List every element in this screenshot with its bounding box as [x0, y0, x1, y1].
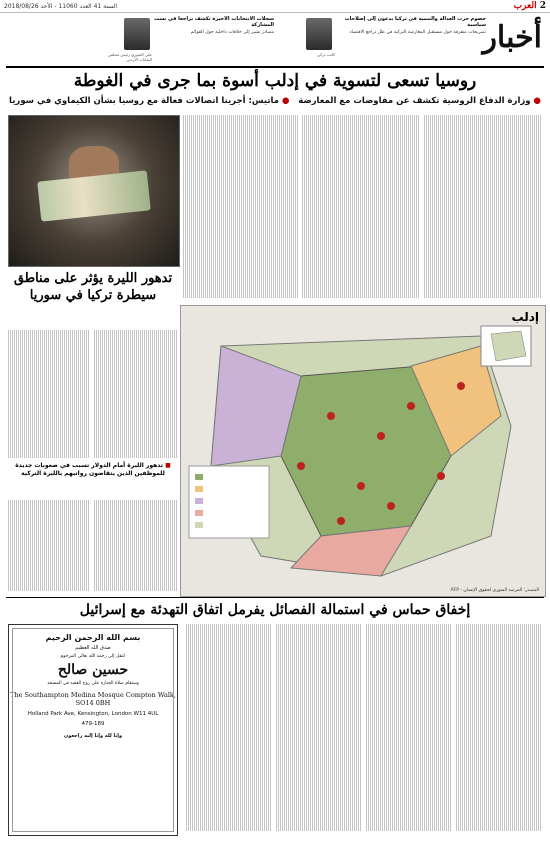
subhead-left: ماتيس: أجرينا اتصالات فعالة مع روسيا بشأن الكيماوي في سوريا: [9, 96, 280, 106]
second-headline[interactable]: إخفاق حماس في استمالة الفصائل يفرمل اتفاق التهدئة مع إسرائيل: [79, 602, 471, 618]
map-title: إدلب: [511, 310, 539, 324]
article-column: [186, 624, 272, 836]
top-bar: [0, 0, 550, 13]
article-column: [302, 115, 420, 300]
article-column: [8, 500, 90, 595]
article-column: [366, 624, 452, 836]
article-column: [424, 115, 542, 300]
author-photo: [124, 18, 150, 50]
currency-photo: [8, 115, 180, 267]
photo-caption: كاتب تركي: [317, 52, 335, 57]
teaser-text: تصريحات متفرقة حول مستقبل المعارضة التركية في ظل تراجع الاقتصاد: [349, 30, 486, 35]
obituary-mosque: The Southampton Medina Mosque Compton Walk, SO14 0BH: [10, 691, 176, 707]
obituary-verse: صدق الله العظيم: [75, 645, 111, 651]
section-divider: [6, 597, 544, 598]
teaser-2[interactable]: [154, 16, 274, 64]
left-story-headline[interactable]: تدهور الليرة يؤثر على مناطق سيطرة تركيا في سوريا: [13, 271, 173, 303]
article-column: [276, 624, 362, 836]
page-number: 2 العرب: [513, 1, 546, 11]
obituary-basmala: بسم الله الرحمن الرحيم: [45, 633, 141, 642]
obituary-text: وستقام صلاة الجنازة على روح الفقيد في المسجد: [47, 681, 139, 686]
photo-caption: علي العثوري رئيس مجلس النقابات الأردني: [108, 52, 152, 62]
article-column: [94, 500, 178, 595]
header-rule: [6, 66, 544, 68]
article-column: [456, 624, 542, 836]
article-column: [8, 330, 90, 460]
teaser-text: مصادر تشير إلى خلافات داخلية حول القوائم: [190, 30, 274, 35]
subhead-right: وزارة الدفاع الروسية تكشف عن مفاوضات مع المعارضة: [298, 96, 531, 106]
teaser-title[interactable]: سجلات الانتخابات الأخيرة تكشف تراجعاً في نسب المشاركة: [154, 16, 274, 28]
idlib-map: [180, 305, 546, 597]
obituary-name: حسين صالح: [57, 662, 129, 678]
obituary-closing: وإنا لله وإنا إليه راجعون: [63, 733, 123, 739]
author-photo: [306, 18, 332, 50]
section-title: أخبار: [482, 20, 542, 55]
map-graphic: [181, 306, 545, 596]
obituary-phone: 479-189: [81, 721, 105, 727]
teaser-title[interactable]: خصوم حزب العدالة والتنمية في تركيا يدعون إلى إصلاحات سياسية: [344, 16, 486, 28]
left-story-subhead: ■ تدهور الليرة أمام الدولار تسبب في صعوبات جديدة للموظفين الذين يتقاضون رواتبهم بالليرة التركية: [15, 462, 171, 477]
main-subhead: ● وزارة الدفاع الروسية تكشف عن مفاوضات مع المعارضة ● ماتيس: أجرينا اتصالات فعالة مع روسيا بشأن الكيماوي في سوريا: [9, 96, 541, 106]
article-column: [183, 115, 298, 300]
main-headline[interactable]: روسيا تسعى لتسوية في إدلب أسوة بما جرى في الغوطة: [73, 71, 477, 91]
date-line: السنة 41 العدد 11060 - الأحد 2018/08/26: [4, 2, 117, 10]
obituary-intro: انتقل إلى رحمة الله تعالى المرحوم: [60, 654, 126, 659]
article-column: [94, 330, 178, 460]
map-source: المصدر: المرصد السوري لحقوق الإنسان - AFP: [450, 588, 539, 593]
teaser-1[interactable]: [336, 16, 486, 64]
obituary-address: Holland Park Ave, Kensington, London W11 4UL: [27, 711, 159, 717]
obituary-box: [8, 624, 178, 836]
